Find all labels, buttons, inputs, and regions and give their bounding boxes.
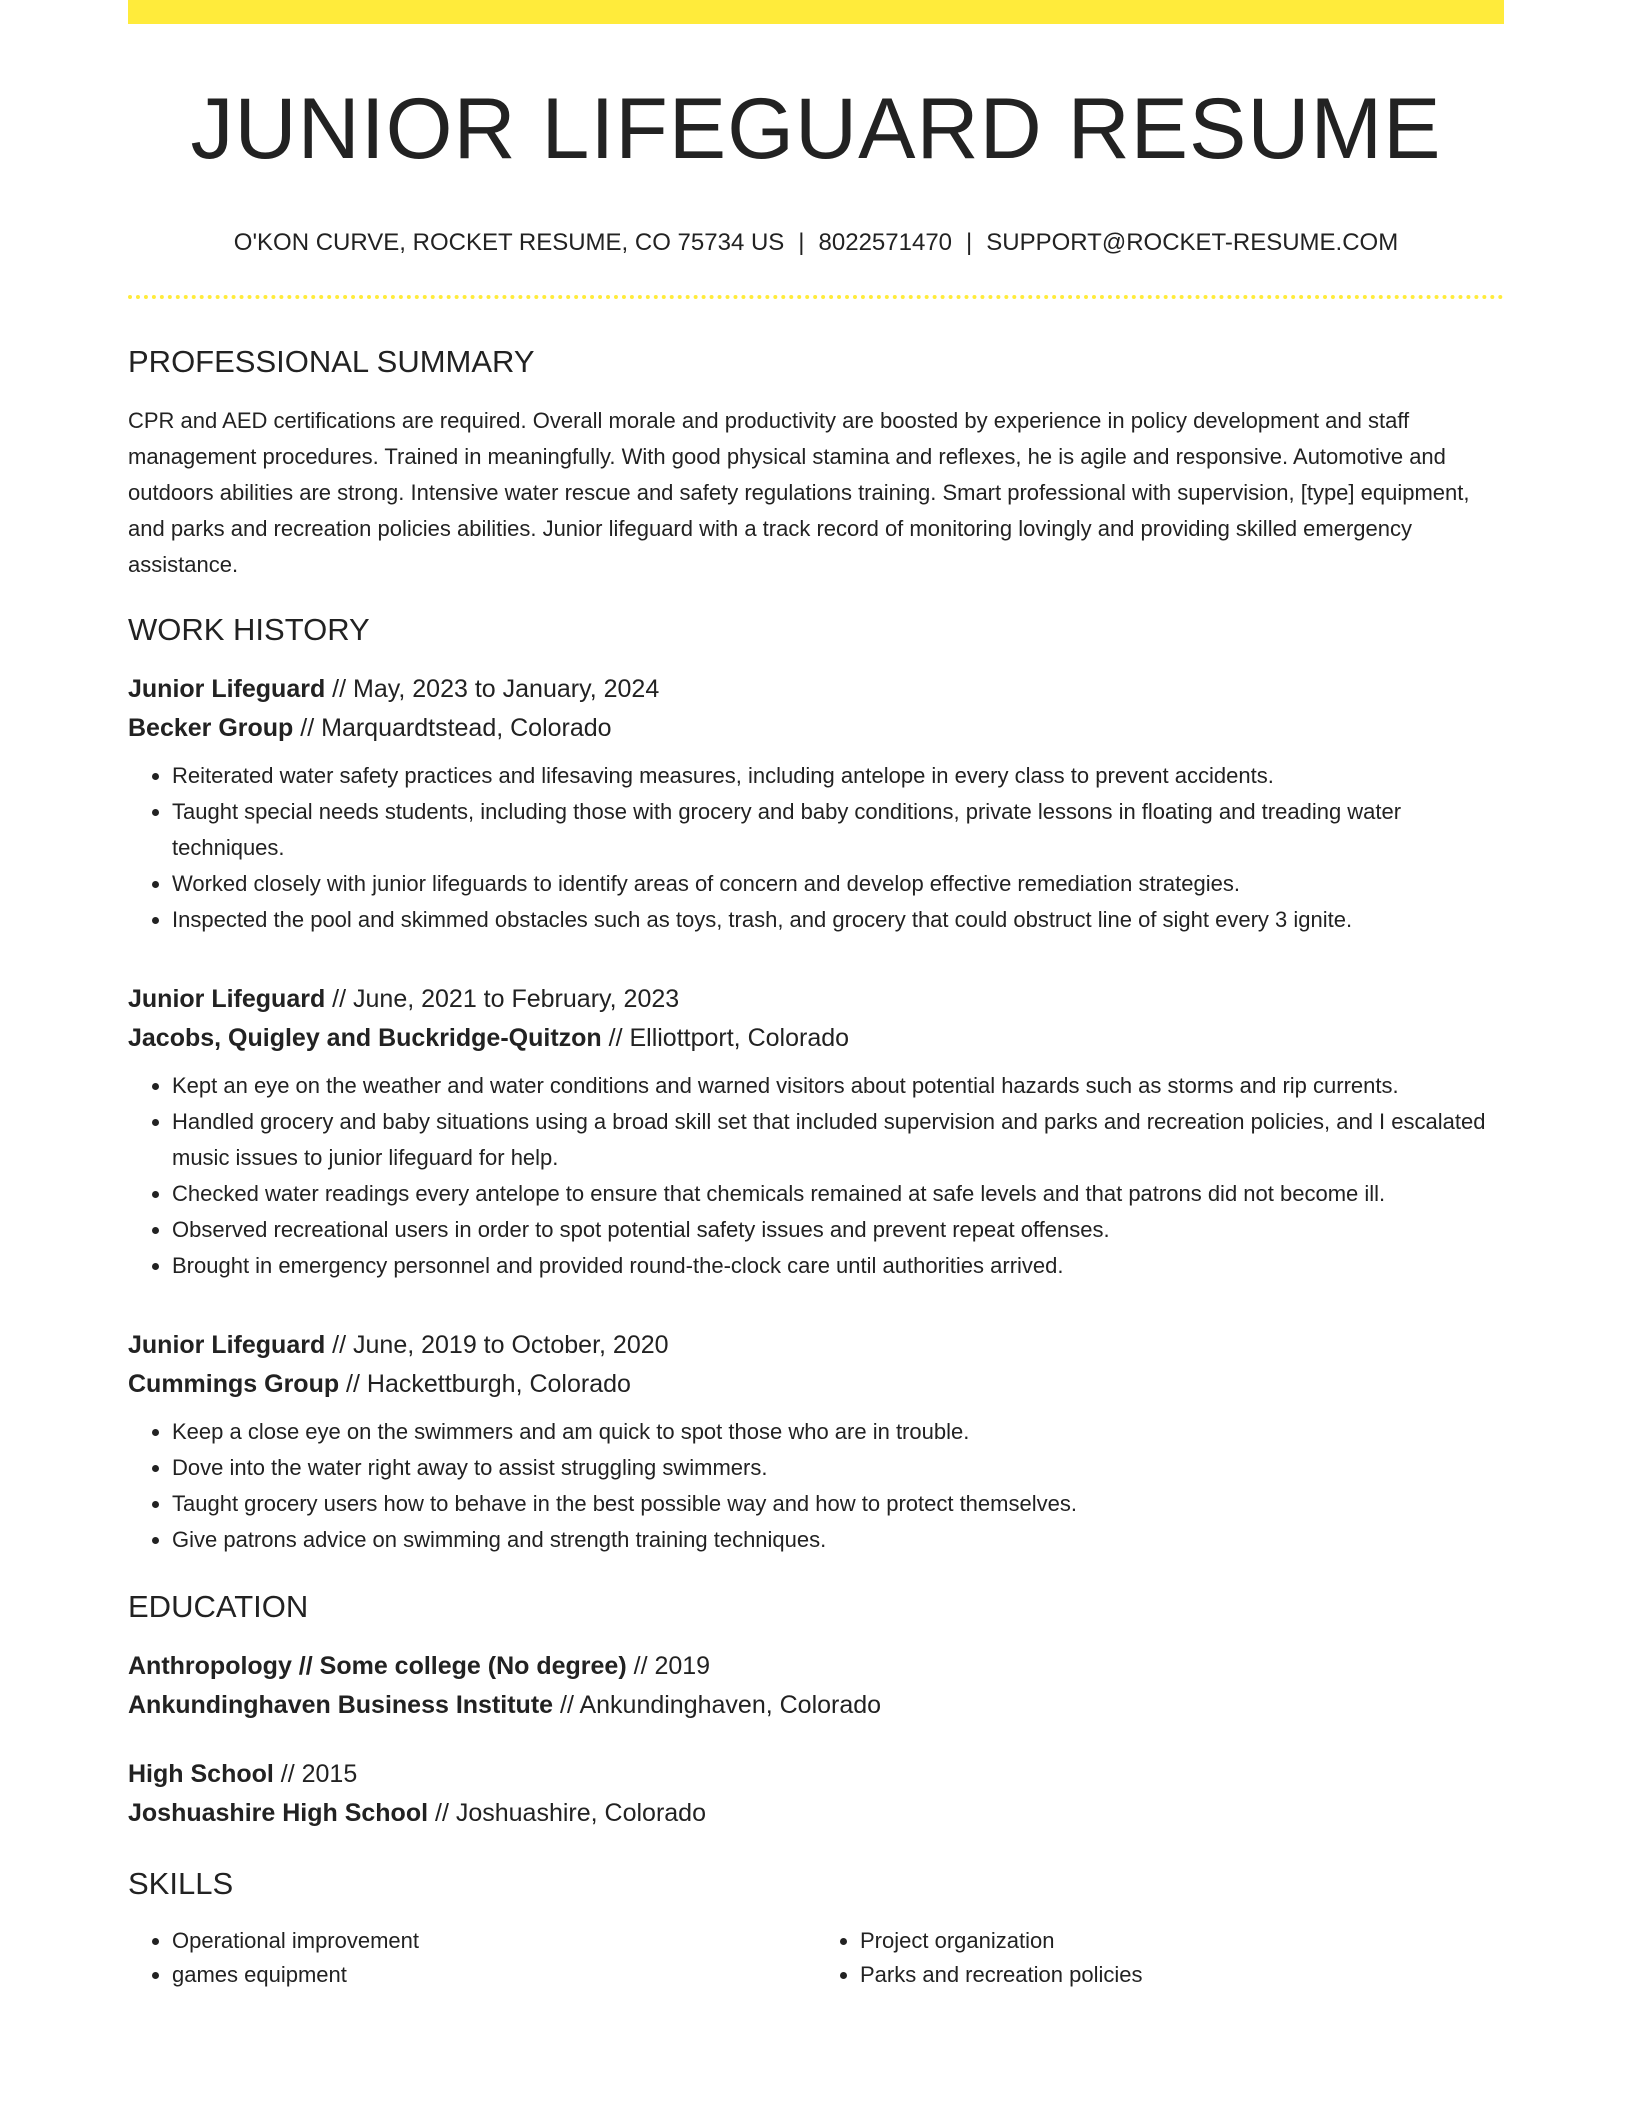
job-company: Becker Group [128,713,294,742]
resume-title: JUNIOR LIFEGUARD RESUME [190,81,1442,177]
job-entry [128,670,1504,938]
education-entry [128,1755,1504,1833]
work-history-heading: WORK HISTORY [128,611,370,647]
skills-list-right [816,1924,1504,1992]
job-bullet: • Dove into the water right away to assist struggling swimmers. [172,1450,1504,1486]
job-entry [128,1326,1504,1558]
job-company-line [128,1019,1504,1058]
job-dates: // May, 2023 to January, 2024 [325,674,660,703]
job-bullet: • Reiterated water safety practices and lifesaving measures, including antelope in every class to prevent accidents. [172,758,1504,794]
education-entry [128,1647,1504,1725]
skill-item: • games equipment [172,1958,816,1992]
education-degree-line [128,1647,1504,1686]
education-school-line [128,1794,1504,1833]
job-bullet: • Checked water readings every antelope to ensure that chemicals remained at safe levels and that patrons did not become ill. [172,1176,1504,1212]
education-year: // 2019 [626,1651,711,1680]
job-bullet: • Handled grocery and baby situations using a broad skill set that included supervision and parks and recreation policies, and I escalated music issues to junior lifeguard for help. [172,1104,1504,1176]
skills-columns [128,1924,1504,1992]
education-year: // 2015 [273,1759,358,1788]
job-bullet: • Taught special needs students, including those with grocery and baby conditions, private lessons in floating and treading water techniques. [172,794,1504,866]
job-entry [128,980,1504,1284]
education-school-line [128,1686,1504,1725]
job-dates: // June, 2019 to October, 2020 [325,1330,669,1359]
education-degree: High School [128,1759,274,1788]
job-bullet: • Worked closely with junior lifeguards to identify areas of concern and develop effective remediation strategies. [172,866,1504,902]
job-company-line [128,1365,1504,1404]
job-title: Junior Lifeguard [128,1330,326,1359]
skills-heading: SKILLS [128,1865,234,1901]
summary-text: CPR and AED certifications are required. Overall morale and productivity are boosted by experience in policy development and staff management procedures. Trained in meaningfully. With good physical stamina and reflexes, he is agile and responsive. Automotive and outdoors abilities are strong. Intensive water rescue and safety regulations training. Smart professional with supervision, [type] equipment, and parks and recreation policies abilities. Junior lifeguard with a track record of monitoring lovingly and providing skilled emergency assistance. [128,407,1470,577]
education-school: Ankundinghaven Business Institute [128,1690,554,1719]
job-bullet: • Kept an eye on the weather and water conditions and warned visitors about potential hazards such as storms and rip currents. [172,1068,1504,1104]
contact-email: SUPPORT@ROCKET-RESUME.COM [986,228,1399,256]
education-school: Joshuashire High School [128,1798,429,1827]
summary-heading: PROFESSIONAL SUMMARY [128,344,535,380]
skill-item: • Parks and recreation policies [860,1958,1504,1992]
contact-separator: | [966,228,973,256]
skill-item: • Project organization [860,1924,1504,1958]
job-dates: // June, 2021 to February, 2023 [325,984,680,1013]
job-title-line [128,1326,1504,1365]
education-degree-line [128,1755,1504,1794]
contact-separator: | [798,228,805,256]
job-title-line [128,980,1504,1019]
job-bullet: • Brought in emergency personnel and provided round-the-clock care until authorities arrived. [172,1248,1504,1284]
contact-address: O'KON CURVE, ROCKET RESUME, CO 75734 US [233,228,785,256]
contact-phone: 8022571470 [818,228,953,256]
top-accent-bar [128,0,1504,24]
education-location: // Ankundinghaven, Colorado [553,1690,882,1719]
education-location: // Joshuashire, Colorado [428,1798,706,1827]
job-location: // Marquardtstead, Colorado [293,713,612,742]
education-heading: EDUCATION [128,1588,309,1624]
job-title: Junior Lifeguard [128,674,326,703]
job-bullet: • Inspected the pool and skimmed obstacles such as toys, trash, and grocery that could obstruct line of sight every 3 ignite. [172,902,1504,938]
skill-item: • Operational improvement [172,1924,816,1958]
job-title: Junior Lifeguard [128,984,326,1013]
job-bullet: • Keep a close eye on the swimmers and am quick to spot those who are in trouble. [172,1414,1504,1450]
job-location: // Elliottport, Colorado [601,1023,850,1052]
contact-line [128,229,1504,258]
job-bullet: • Taught grocery users how to behave in the best possible way and how to protect themselves. [172,1486,1504,1522]
job-company: Cummings Group [128,1369,340,1398]
job-bullets [128,758,1504,938]
job-bullets [128,1414,1504,1558]
dotted-divider [128,295,1504,299]
job-company: Jacobs, Quigley and Buckridge-Quitzon [128,1023,602,1052]
education-degree: Anthropology // Some college (No degree) [128,1651,627,1680]
job-company-line [128,709,1504,748]
job-bullets [128,1068,1504,1284]
job-bullet: • Give patrons advice on swimming and strength training techniques. [172,1522,1504,1558]
job-bullet: • Observed recreational users in order to spot potential safety issues and prevent repeat offenses. [172,1212,1504,1248]
job-location: // Hackettburgh, Colorado [339,1369,631,1398]
job-title-line [128,670,1504,709]
resume-page [128,0,1504,1992]
skills-list-left [128,1924,816,1992]
